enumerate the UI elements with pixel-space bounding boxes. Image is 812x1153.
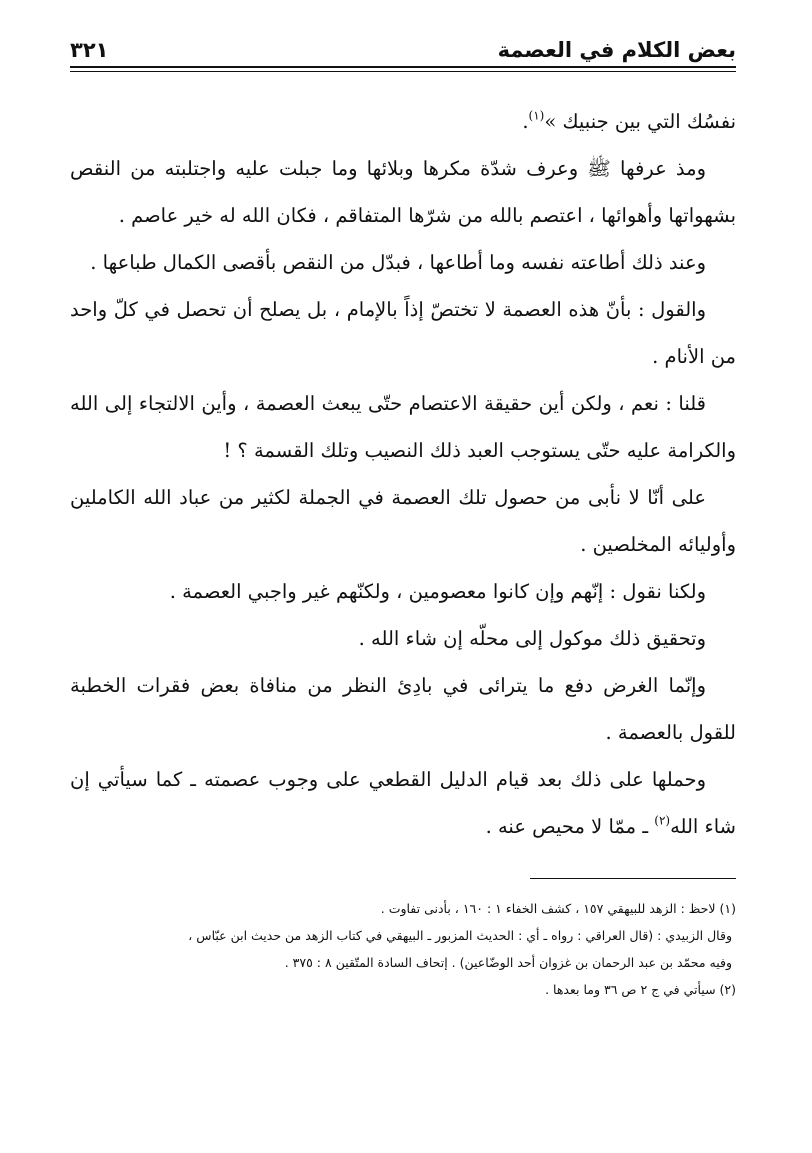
paragraph: والقول : بأنّ هذه العصمة لا تختصّ إذاً بالإمام ، بل يصلح أن تحصل في كلّ واحد من الأنام . bbox=[70, 298, 736, 368]
page-number: ٣٢١ bbox=[70, 38, 109, 62]
paragraph: وتحقيق ذلك موكول إلى محلّه إن شاء الله . bbox=[358, 627, 706, 650]
header-rule-thick bbox=[70, 66, 736, 68]
footnote-ref[interactable]: (١) bbox=[528, 108, 545, 123]
paragraph bbox=[70, 756, 736, 850]
paragraph-text: نفسُك التي بين جنبيك » bbox=[544, 110, 736, 133]
paragraph: وإنّما الغرض دفع ما يترائى في بادِئ النظر من منافاة بعض فقرات الخطبة للقول بالعصمة . bbox=[70, 674, 736, 744]
footnote: (٢) سيأتي في ج ٢ ص ٣٦ وما بعدها . bbox=[545, 982, 736, 997]
footnote-continuation: وفيه محمّد بن عبد الرحمان بن غزوان أحد الوضّاعين) . إتحاف السادة المتّقين ٨ : ٣٧٥ . bbox=[284, 955, 732, 970]
page-header bbox=[70, 30, 736, 62]
header-rule-thin bbox=[70, 71, 736, 72]
running-title: بعض الكلام في العصمة bbox=[497, 38, 736, 62]
footnote: (١) لاحظ : الزهد للبيهقي ١٥٧ ، كشف الخفاء ١ : ١٦٠ ، بأدنى تفاوت . bbox=[380, 901, 736, 916]
footnotes bbox=[70, 895, 736, 1003]
paragraph-text: وحملها على ذلك بعد قيام الدليل القطعي على وجوب عصمته ـ كما سيأتي إن شاء الله bbox=[70, 768, 736, 838]
paragraph-end: . bbox=[522, 110, 529, 133]
footnote-separator bbox=[530, 878, 736, 879]
paragraph: قلنا : نعم ، ولكن أين حقيقة الاعتصام حتّى يبعث العصمة ، وأين الالتجاء إلى الله والكرامة عليه حتّى يستوجب العبد ذلك النصيب وتلك القسمة ؟ ! bbox=[70, 392, 736, 462]
paragraph-text: ـ ممّا لا محيص عنه . bbox=[485, 815, 655, 838]
paragraph: ولكنا نقول : إنّهم وإن كانوا معصومين ، ولكنّهم غير واجبي العصمة . bbox=[169, 580, 706, 603]
paragraph: وعند ذلك أطاعته نفسه وما أطاعها ، فبدّل من النقص بأقصى الكمال طباعها . bbox=[90, 251, 706, 274]
footnote-continuation: وقال الزبيدي : (قال العراقي : رواه ـ أي : الحديث المزبور ـ البيهقي في كتاب الزهد من حديث ابن عبّاس ، bbox=[188, 928, 732, 943]
main-text bbox=[70, 98, 736, 850]
paragraph: ومذ عرفها ﷺ وعرف شدّة مكرها وبلائها وما جبلت عليه واجتلبته من النقص بشهواتها وأهوائها ، اعتصم بالله من شرّها المتفاقم ، فكان الله له خير عاصم . bbox=[70, 157, 736, 227]
footnote-ref[interactable]: (٢) bbox=[654, 813, 671, 828]
paragraph: على أنّا لا نأبى من حصول تلك العصمة في الجملة لكثير من عباد الله الكاملين وأوليائه المخلصين . bbox=[70, 486, 736, 556]
book-page bbox=[70, 30, 736, 1003]
paragraph bbox=[70, 98, 736, 145]
